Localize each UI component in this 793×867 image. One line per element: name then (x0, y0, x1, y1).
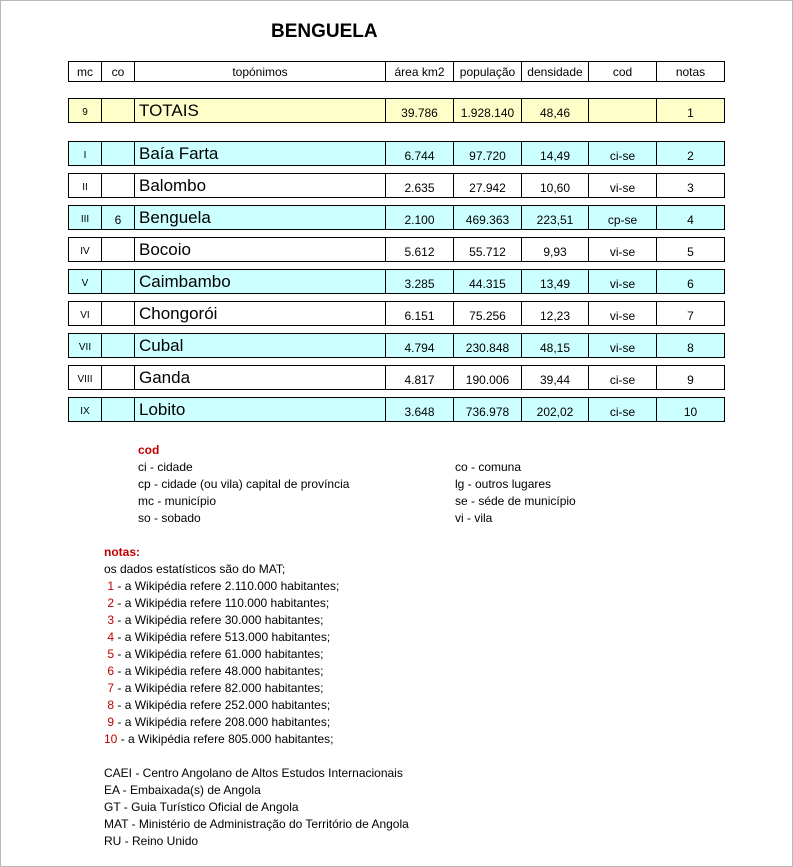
totals-row (68, 98, 725, 123)
row-densidade: 202,02 (522, 398, 589, 421)
row-toponimo: Balombo (135, 174, 386, 197)
abbreviation-item: CAEI - Centro Angolano de Altos Estudos Internacionais (104, 766, 403, 780)
totals-cod (589, 99, 657, 122)
row-densidade: 10,60 (522, 174, 589, 197)
abbreviation-item: RU - Reino Unido (104, 834, 199, 848)
row-cod: vi-se (589, 302, 657, 325)
row-notas: 9 (687, 372, 694, 387)
row-cod: vi-se (589, 174, 657, 197)
header-mc: mc (69, 62, 102, 81)
row-mc: III (69, 206, 102, 229)
table-row (68, 365, 725, 390)
note-number: 3 (107, 613, 115, 627)
row-area: 5.612 (386, 238, 454, 261)
row-notas: 10 (683, 404, 698, 419)
page-title: BENGUELA (271, 21, 378, 42)
row-mc: VIII (69, 366, 102, 389)
row-notas: 6 (687, 276, 694, 291)
row-notas: 2 (687, 148, 694, 163)
header-area: área km2 (386, 62, 454, 81)
note-number: 4 (107, 630, 115, 644)
table-row (68, 205, 725, 230)
row-cod: vi-se (589, 270, 657, 293)
row-mc: V (69, 270, 102, 293)
row-toponimo: Caimbambo (135, 270, 386, 293)
row-mc: VI (69, 302, 102, 325)
note-item (104, 595, 339, 612)
note-item (104, 612, 339, 629)
note-item (104, 663, 339, 680)
header-toponimos: topónimos (135, 62, 386, 81)
row-mc: VII (69, 334, 102, 357)
header-populacao: população (454, 62, 522, 81)
row-mc: IV (69, 238, 102, 261)
row-densidade: 9,93 (522, 238, 589, 261)
row-populacao: 190.006 (454, 366, 522, 389)
row-populacao: 469.363 (454, 206, 522, 229)
row-area: 4.817 (386, 366, 454, 389)
row-co (102, 334, 135, 357)
row-mc: IX (69, 398, 102, 421)
row-populacao: 75.256 (454, 302, 522, 325)
row-cod: ci-se (589, 366, 657, 389)
row-populacao: 27.942 (454, 174, 522, 197)
row-toponimo: Baía Farta (135, 142, 386, 165)
row-toponimo: Cubal (135, 334, 386, 357)
totals-label: TOTAIS (135, 99, 386, 122)
row-densidade: 14,49 (522, 142, 589, 165)
header-densidade: densidade (522, 62, 589, 81)
cod-legend-item: cp - cidade (ou vila) capital de província (138, 477, 350, 491)
row-notas: 7 (687, 308, 694, 323)
table-row (68, 333, 725, 358)
cod-legend-item: co - comuna (455, 460, 522, 474)
cod-legend-left (138, 442, 349, 527)
note-number: 9 (107, 715, 115, 729)
cod-legend-item: se - séde de município (455, 494, 576, 508)
row-toponimo: Benguela (135, 206, 386, 229)
notes-intro: os dados estatísticos são do MAT; (104, 562, 286, 576)
row-notas: 4 (687, 212, 694, 227)
cod-legend-item: so - sobado (138, 511, 201, 525)
row-notas: 8 (687, 340, 694, 355)
row-cod: vi-se (589, 334, 657, 357)
row-densidade: 48,15 (522, 334, 589, 357)
totals-mc: 9 (69, 99, 102, 122)
note-text: - a Wikipédia refere 513.000 habitantes; (114, 630, 331, 644)
row-cod: cp-se (589, 206, 657, 229)
abbreviation-item: GT - Guia Turístico Oficial de Angola (104, 800, 299, 814)
row-toponimo: Bocoio (135, 238, 386, 261)
row-populacao: 736.978 (454, 398, 522, 421)
note-text: - a Wikipédia refere 2.110.000 habitantes; (114, 579, 340, 593)
note-item (104, 578, 339, 595)
note-text: - a Wikipédia refere 61.000 habitantes; (114, 647, 324, 661)
table-row (68, 173, 725, 198)
row-cod: ci-se (589, 142, 657, 165)
row-area: 6.151 (386, 302, 454, 325)
note-item (104, 731, 339, 748)
row-area: 3.648 (386, 398, 454, 421)
row-co (102, 174, 135, 197)
row-populacao: 55.712 (454, 238, 522, 261)
row-toponimo: Lobito (135, 398, 386, 421)
row-area: 2.100 (386, 206, 454, 229)
note-text: - a Wikipédia refere 252.000 habitantes; (114, 698, 331, 712)
totals-co (102, 99, 135, 122)
totals-densidade: 48,46 (522, 99, 589, 122)
note-number: 6 (107, 664, 115, 678)
row-co (102, 366, 135, 389)
cod-legend-item: ci - cidade (138, 460, 193, 474)
row-notas: 3 (687, 180, 694, 195)
row-co (102, 398, 135, 421)
row-area: 4.794 (386, 334, 454, 357)
row-co: 6 (102, 206, 135, 229)
totals-notas: 1 (687, 105, 694, 120)
header-notas: notas (675, 64, 706, 79)
table-header (68, 61, 725, 82)
row-densidade: 13,49 (522, 270, 589, 293)
row-co (102, 238, 135, 261)
abbreviations-list (104, 765, 409, 850)
row-notas: 5 (687, 244, 694, 259)
row-area: 6.744 (386, 142, 454, 165)
note-item (104, 629, 339, 646)
cod-legend-heading: cod (138, 443, 160, 457)
table-row (68, 397, 725, 422)
note-text: - a Wikipédia refere 805.000 habitantes; (117, 732, 334, 746)
header-cod: cod (589, 62, 657, 81)
note-item (104, 697, 339, 714)
note-item (104, 646, 339, 663)
note-number: 5 (107, 647, 115, 661)
row-cod: ci-se (589, 398, 657, 421)
cod-legend-item: lg - outros lugares (455, 477, 552, 491)
row-co (102, 142, 135, 165)
cod-legend-item: mc - município (138, 494, 217, 508)
note-text: - a Wikipédia refere 30.000 habitantes; (114, 613, 324, 627)
note-text: - a Wikipédia refere 82.000 habitantes; (114, 681, 324, 695)
table-row (68, 237, 725, 262)
row-populacao: 230.848 (454, 334, 522, 357)
note-number: 1 (107, 579, 115, 593)
totals-area: 39.786 (386, 99, 454, 122)
row-densidade: 12,23 (522, 302, 589, 325)
row-toponimo: Chongorói (135, 302, 386, 325)
row-mc: I (69, 142, 102, 165)
note-item (104, 714, 339, 731)
abbreviation-item: MAT - Ministério de Administração do Território de Angola (104, 817, 409, 831)
note-number: 10 (104, 732, 118, 746)
row-toponimo: Ganda (135, 366, 386, 389)
row-area: 3.285 (386, 270, 454, 293)
row-co (102, 302, 135, 325)
row-densidade: 39,44 (522, 366, 589, 389)
notes-section (104, 544, 339, 748)
notes-heading: notas: (104, 545, 140, 559)
row-cod: vi-se (589, 238, 657, 261)
note-number: 7 (107, 681, 115, 695)
row-populacao: 97.720 (454, 142, 522, 165)
row-densidade: 223,51 (522, 206, 589, 229)
cod-legend-item: vi - vila (455, 511, 493, 525)
row-mc: II (69, 174, 102, 197)
cod-legend-right (455, 459, 576, 527)
row-area: 2.635 (386, 174, 454, 197)
note-number: 2 (107, 596, 115, 610)
row-populacao: 44.315 (454, 270, 522, 293)
totals-populacao: 1.928.140 (454, 99, 522, 122)
note-text: - a Wikipédia refere 110.000 habitantes; (114, 596, 330, 610)
note-number: 8 (107, 698, 115, 712)
note-text: - a Wikipédia refere 208.000 habitantes; (114, 715, 331, 729)
note-item (104, 680, 339, 697)
header-co: co (102, 62, 135, 81)
table-row (68, 301, 725, 326)
table-row (68, 269, 725, 294)
row-co (102, 270, 135, 293)
table-row (68, 141, 725, 166)
abbreviation-item: EA - Embaixada(s) de Angola (104, 783, 261, 797)
note-text: - a Wikipédia refere 48.000 habitantes; (114, 664, 324, 678)
